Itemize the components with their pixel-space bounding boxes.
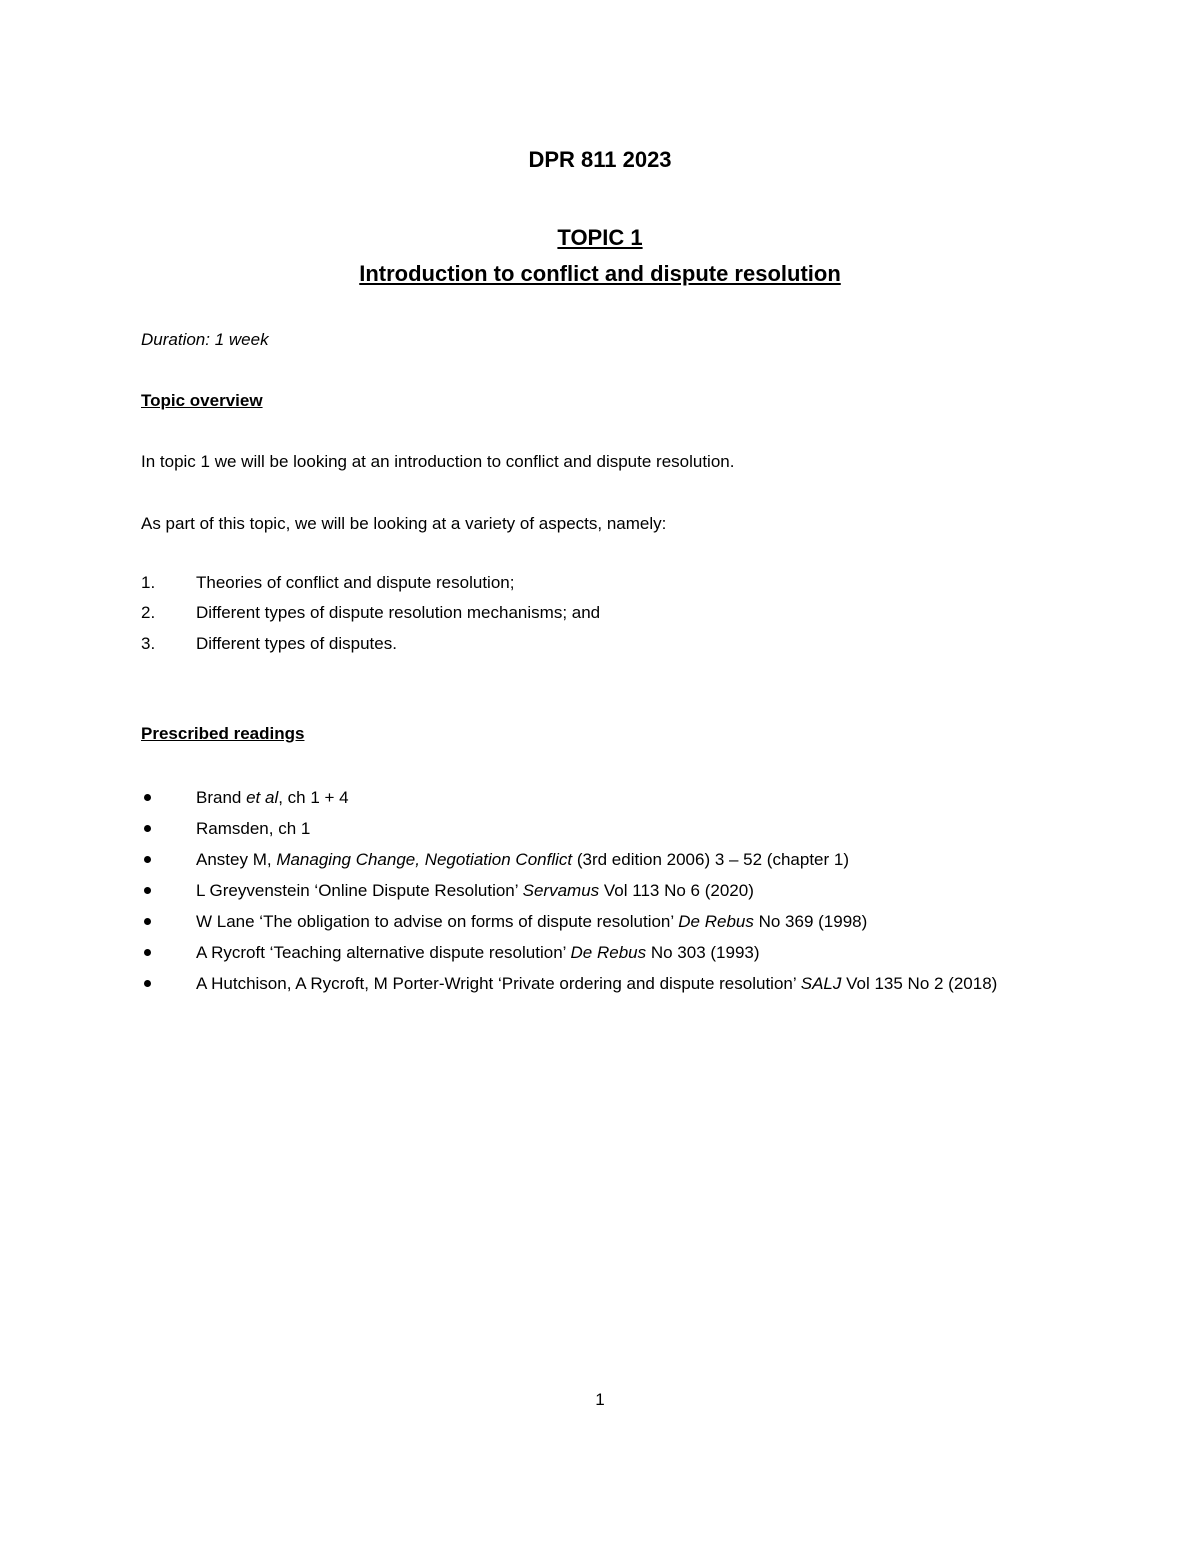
- course-code-title: DPR 811 2023: [528, 147, 672, 172]
- bullet-icon: [144, 825, 151, 832]
- list-number: 3.: [141, 634, 156, 653]
- aspects-intro-paragraph: As part of this topic, we will be looking at a variety of aspects, namely:: [141, 514, 667, 533]
- reading-text: Brand et al, ch 1 + 4: [196, 788, 349, 807]
- bullet-icon: [144, 794, 151, 801]
- duration-text: Duration: 1 week: [141, 330, 269, 349]
- reading-text: A Rycroft ‘Teaching alternative dispute resolution’ De Rebus No 303 (1993): [196, 943, 760, 962]
- reading-text: Anstey M, Managing Change, Negotiation Conflict (3rd edition 2006) 3 – 52 (chapter 1): [196, 850, 850, 869]
- bullet-icon: [144, 856, 151, 863]
- reading-text: Ramsden, ch 1: [196, 819, 311, 838]
- bullet-icon: [144, 887, 151, 894]
- reading-text: L Greyvenstein ‘Online Dispute Resolution’ Servamus Vol 113 No 6 (2020): [196, 881, 754, 900]
- bullet-icon: [144, 918, 151, 925]
- topic-intro-paragraph: In topic 1 we will be looking at an introduction to conflict and dispute resolution.: [141, 452, 735, 471]
- reading-text: W Lane ‘The obligation to advise on forms of dispute resolution’ De Rebus No 369 (1998): [196, 912, 868, 931]
- prescribed-readings-heading: Prescribed readings: [141, 724, 305, 743]
- list-item-text: Different types of dispute resolution mechanisms; and: [196, 603, 601, 622]
- bullet-icon: [144, 949, 151, 956]
- list-number: 1.: [141, 573, 156, 592]
- list-item-text: Different types of disputes.: [196, 634, 397, 653]
- topic-number-heading: TOPIC 1: [557, 225, 643, 250]
- topic-overview-heading: Topic overview: [141, 391, 263, 410]
- reading-text: A Hutchison, A Rycroft, M Porter-Wright ‘Private ordering and dispute resolution’ SALJ Vol 135 No 2 (2018): [196, 974, 998, 993]
- list-number: 2.: [141, 603, 156, 622]
- bullet-icon: [144, 980, 151, 987]
- page-number: 1: [595, 1390, 605, 1409]
- list-item-text: Theories of conflict and dispute resolution;: [196, 573, 515, 592]
- topic-title-heading: Introduction to conflict and dispute resolution: [359, 261, 841, 286]
